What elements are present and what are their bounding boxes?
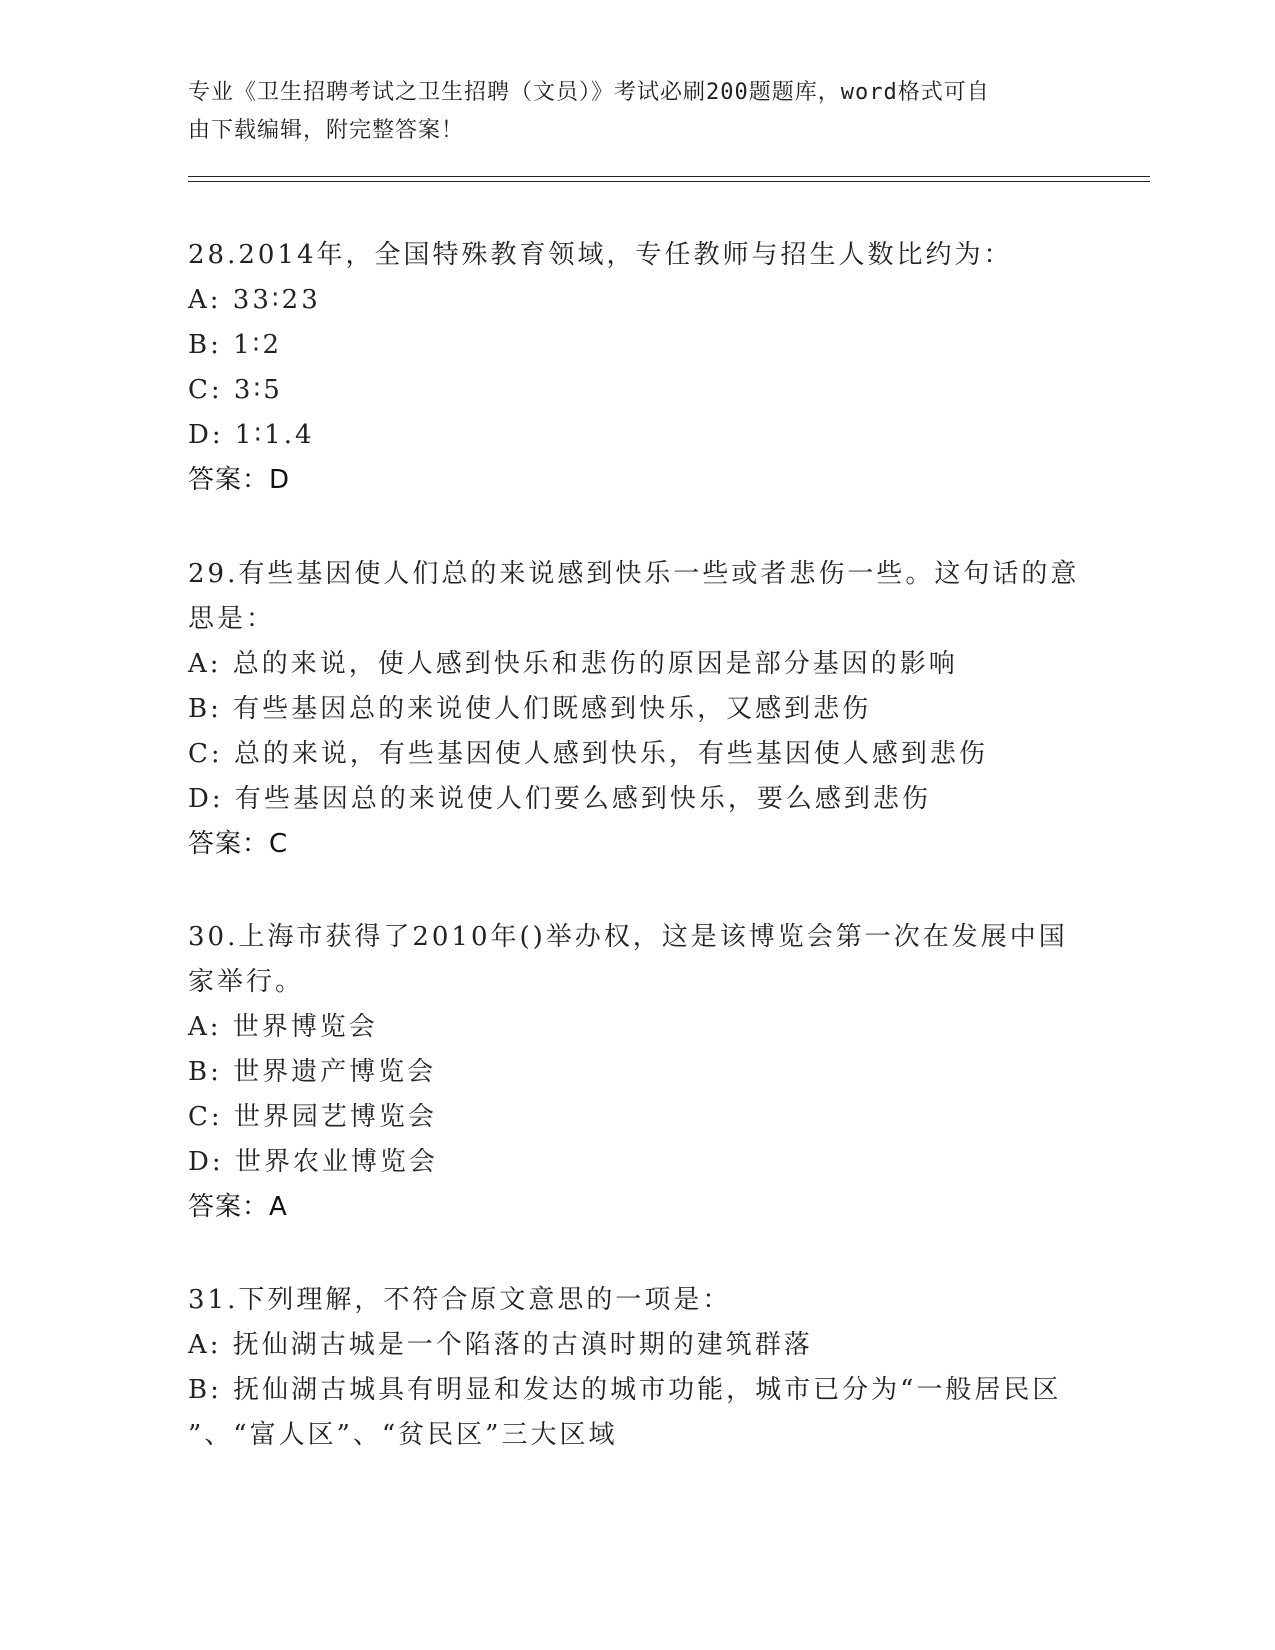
- option-a: A: 总的来说，使人感到快乐和悲伤的原因是部分基因的影响: [188, 649, 958, 679]
- option-b: B: 抚仙湖古城具有明显和发达的城市功能，城市已分为“一般居民区: [188, 1375, 1062, 1405]
- question-stem-continued: 家举行。: [188, 967, 305, 997]
- answer: 答案：A: [188, 1192, 288, 1222]
- document-header: [188, 74, 1068, 150]
- option-c: C: 3∶5: [188, 375, 283, 405]
- header-divider-top: [188, 176, 1150, 177]
- question-29: [188, 552, 1088, 867]
- option-a: A: 33∶23: [188, 285, 321, 315]
- question-stem: 28.2014年，全国特殊教育领域，专任教师与招生人数比约为：: [188, 240, 1013, 270]
- question-stem: 29.有些基因使人们总的来说感到快乐一些或者悲伤一些。这句话的意: [188, 559, 1080, 589]
- option-d: D: 世界农业博览会: [188, 1147, 438, 1177]
- question-31: [188, 1278, 1088, 1458]
- option-b-continued: ”、“富人区”、“贫民区”三大区域: [188, 1420, 618, 1450]
- option-b: B: 1∶2: [188, 330, 282, 360]
- option-c: C: 总的来说，有些基因使人感到快乐，有些基因使人感到悲伤: [188, 739, 988, 769]
- header-line-2: 由下载编辑，附完整答案！: [188, 118, 465, 143]
- answer: 答案：D: [188, 465, 291, 495]
- option-a: A: 世界博览会: [188, 1012, 378, 1042]
- question-stem: 30.上海市获得了2010年()举办权，这是该博览会第一次在发展中国: [188, 922, 1068, 952]
- option-b: B: 世界遗产博览会: [188, 1057, 437, 1087]
- option-b: B: 有些基因总的来说使人们既感到快乐，又感到悲伤: [188, 694, 872, 724]
- option-a: A: 抚仙湖古城是一个陷落的古滇时期的建筑群落: [188, 1330, 813, 1360]
- question-stem-continued: 思是：: [188, 604, 276, 634]
- header-line-1: 专业《卫生招聘考试之卫生招聘（文员）》考试必刷200题题库，word格式可自: [188, 80, 990, 105]
- question-stem: 31.下列理解，不符合原文意思的一项是：: [188, 1285, 732, 1315]
- option-d: D: 1∶1.4: [188, 420, 315, 450]
- question-30: [188, 915, 1088, 1230]
- answer: 答案：C: [188, 829, 289, 859]
- option-c: C: 世界园艺博览会: [188, 1102, 437, 1132]
- option-d: D: 有些基因总的来说使人们要么感到快乐，要么感到悲伤: [188, 784, 931, 814]
- header-divider-bottom: [188, 181, 1150, 182]
- question-28: [188, 233, 1088, 503]
